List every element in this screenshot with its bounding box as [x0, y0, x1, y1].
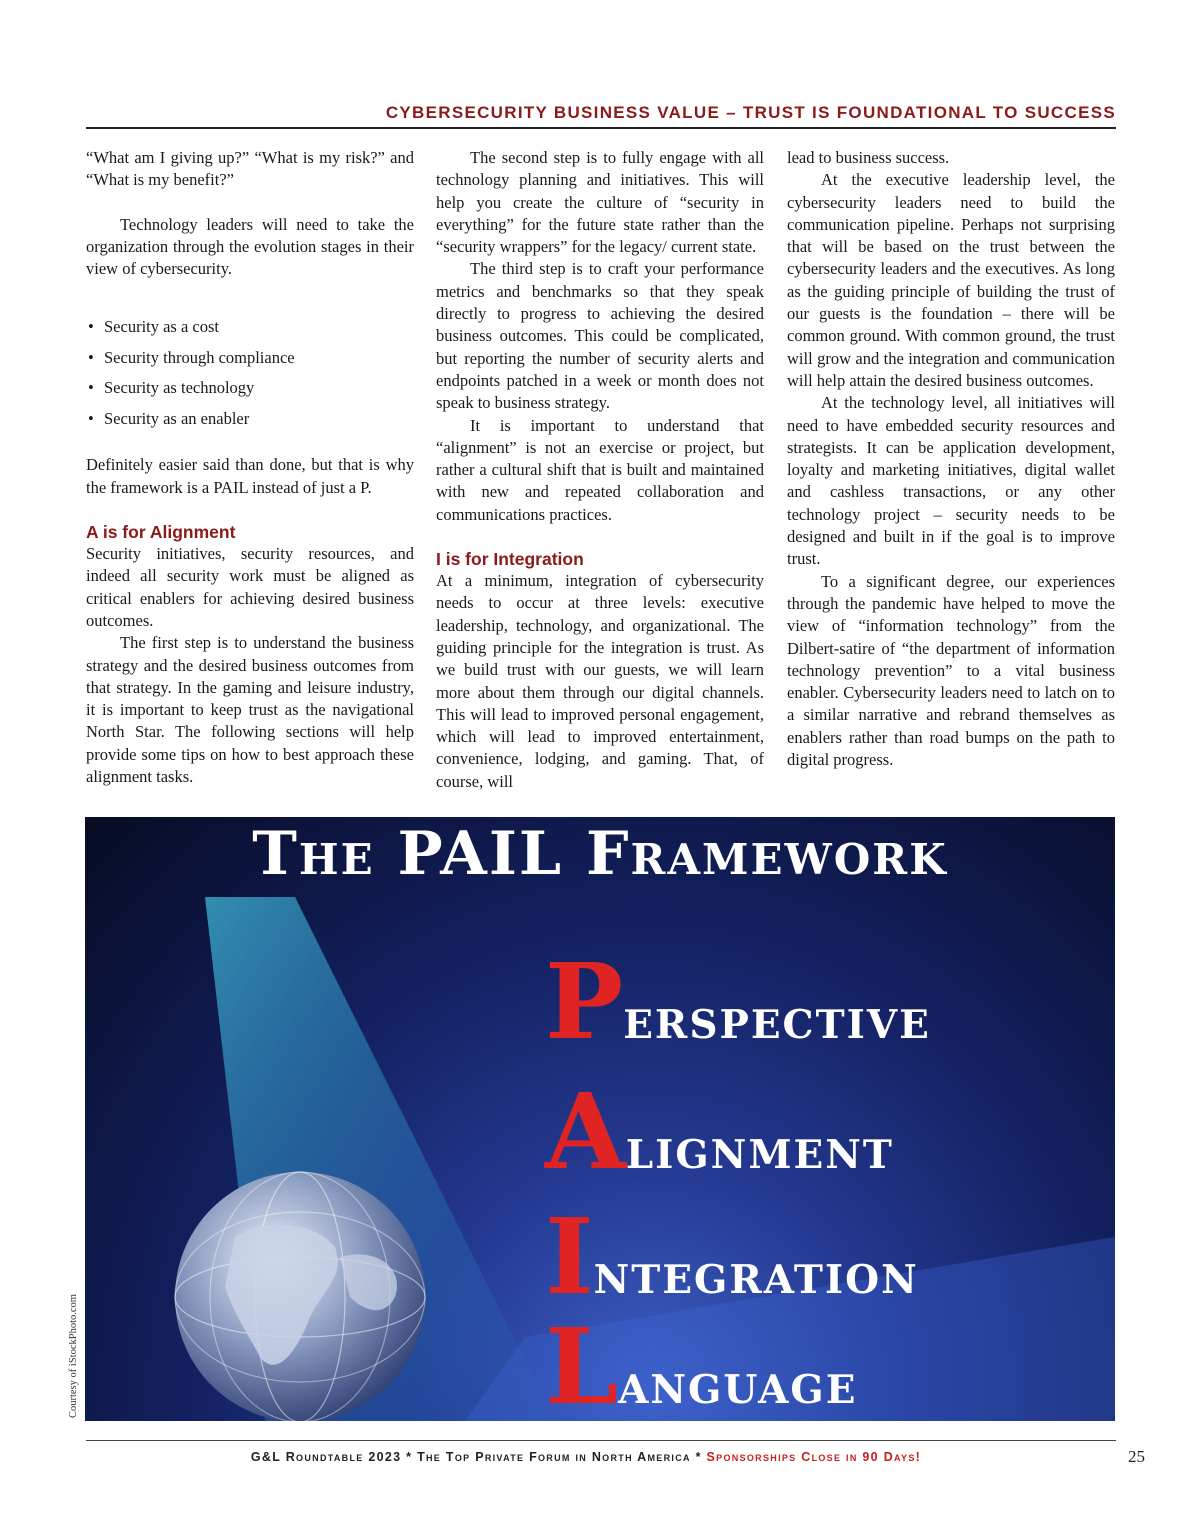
paragraph: At the technology level, all initiatives will need to have embedded security resources and strategists. It can be application development, loyalty and marketing initiatives, digital wallet and cashless transactions, or any other technology project – security needs to be designed and built in if the goal is to improve trust.	[787, 393, 1115, 569]
photo-credit: Courtesy of iStockPhoto.com	[68, 1294, 79, 1418]
footer	[86, 1450, 1086, 1464]
list-item-label: Security as technology	[104, 378, 255, 398]
pail-letter: P	[545, 940, 624, 1063]
pail-letter: L	[545, 1305, 619, 1421]
page-number: 25	[1128, 1447, 1145, 1466]
column-1	[86, 147, 414, 788]
pail-word: erspective	[623, 986, 931, 1052]
bullet-list	[86, 312, 414, 434]
paragraph: Technology leaders will need to take the organization through the evolution stages in their view of cybersecurity.	[86, 214, 414, 279]
list-item-label: Security through compliance	[104, 347, 295, 367]
running-head: CYBERSECURITY BUSINESS VALUE – TRUST IS FOUNDATIONAL TO SUCCESS	[385, 103, 1116, 122]
paragraph: The second step is to fully engage with all technology planning and initiatives. This will help you create the culture of “security in everything” for the future state rather than the “security wrappers” for the legacy/ current state.	[436, 148, 764, 257]
bullet-icon: •	[88, 378, 94, 398]
paragraph: It is important to understand that “alignment” is not an exercise or project, but rather a cultural shift that is built and maintained with new and repeated collaboration and communications practices.	[436, 415, 764, 524]
paragraph: “What am I giving up?” “What is my risk?” and “What is my benefit?”	[86, 148, 414, 190]
list-item	[86, 373, 414, 404]
pail-letter: I	[545, 1195, 594, 1318]
column-3	[787, 147, 1115, 771]
list-item	[86, 404, 414, 435]
header-rule	[86, 127, 1116, 129]
bullet-icon: •	[88, 347, 94, 367]
pail-word: ntegration	[593, 1241, 919, 1307]
paragraph: Security initiatives, security resources, and indeed all security work must be aligned as critical enablers for achieving desired business outcomes.	[86, 544, 414, 630]
paragraph: To a significant degree, our experiences through the pandemic have helped to move the view of “information technology” from the Dilbert-satire of “the department of information technology prevention” to a vital business enabler. Cybersecurity leaders need to latch on to a similar narrative and rebrand themselves as enablers rather than road bumps on the path to digital progress.	[787, 571, 1115, 770]
paragraph: Definitely easier said than done, but that is why the framework is a PAIL instead of just a P.	[86, 455, 414, 497]
list-item-label: Security as an enabler	[104, 408, 250, 428]
section-heading-integration: I is for Integration	[436, 549, 584, 570]
pail-row-perspective	[545, 940, 931, 1063]
pail-framework-figure	[85, 817, 1115, 1421]
figure-title: The PAIL Framework	[252, 819, 948, 889]
bullet-icon: •	[88, 317, 94, 337]
pail-row-integration	[545, 1195, 919, 1318]
paragraph: The first step is to understand the business strategy and the desired business outcomes from that strategy. In the gaming and leisure industry, it is important to keep trust as the navigational North Star. The following sections will help provide some tips on how to best approach these alignment tasks.	[86, 633, 414, 787]
list-item	[86, 312, 414, 343]
pail-word: anguage	[618, 1351, 858, 1417]
list-item	[86, 343, 414, 374]
paragraph: At the executive leadership level, the cybersecurity leaders need to build the communication pipeline. Perhaps not surprising that will be based on the trust between the cybersecurity leaders and the executives. As long as the guiding principle of building the trust of our guests is the foundation – there will be common ground. With common ground, the trust will grow and the integration and communication will help attain the desired business outcomes.	[787, 170, 1115, 390]
footer-highlight: Sponsorships Close in 90 Days!	[706, 1450, 922, 1464]
paragraph: lead to business success.	[787, 148, 950, 167]
pail-letter: A	[545, 1070, 626, 1193]
list-item-label: Security as a cost	[104, 317, 220, 337]
section-heading-alignment: A is for Alignment	[86, 522, 236, 543]
bullet-icon: •	[88, 408, 94, 428]
column-2	[436, 147, 764, 793]
footer-text: G&L Roundtable 2023 * The Top Private Forum in North America *	[250, 1450, 707, 1464]
footer-rule	[86, 1440, 1116, 1441]
globe-icon	[175, 1172, 425, 1421]
paragraph: At a minimum, integration of cybersecurity needs to occur at three levels: executive leadership, technology, and organizational. The guiding principle for the integration is trust. As we build trust with our guests, we will learn more about them through our digital channels. This will lead to improved personal engagement, which will lead to improved entertainment, convenience, lodging, and gaming. That, of course, will	[436, 571, 764, 791]
pail-row-language	[545, 1305, 858, 1421]
pail-row-alignment	[545, 1070, 894, 1193]
pail-word: lignment	[625, 1116, 894, 1182]
paragraph: The third step is to craft your performance metrics and benchmarks so that they speak directly to progress to achieving the desired business outcomes. This could be complicated, but reporting the number of security alerts and endpoints patched in a week or month does not speak to business strategy.	[436, 259, 764, 413]
